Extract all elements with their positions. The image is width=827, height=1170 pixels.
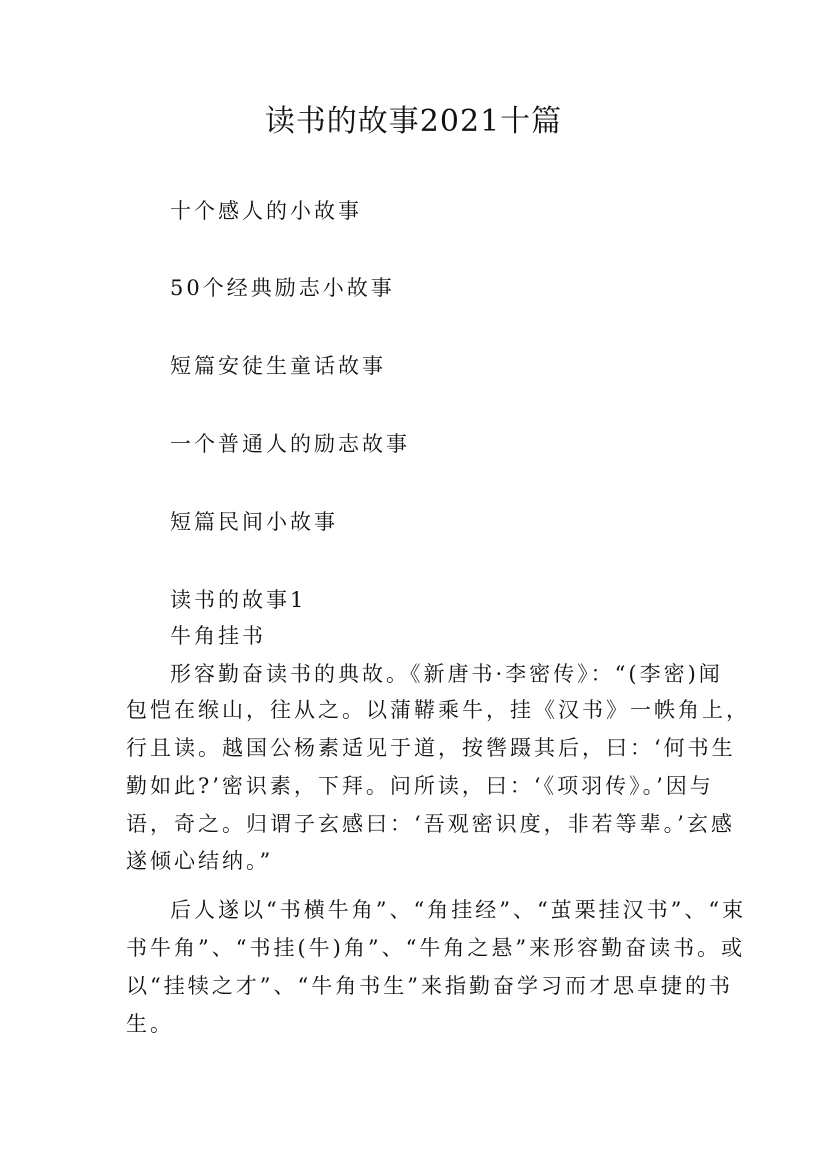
paragraph-line: 书牛角”、“书挂(牛)角”、“牛角之悬”来形容勤奋读书。或 — [126, 936, 746, 960]
paragraph-line: 以“挂犊之才”、“牛角书生”来指勤奋学习而才思卓捷的书 — [126, 974, 733, 998]
paragraph-line: 包恺在缑山，往从之。以蒲鞯乘牛，挂《汉书》一帙角上， — [126, 698, 750, 722]
paragraph-line: 行且读。越国公杨素适见于道，按辔蹑其后，曰：‘何书生 — [126, 736, 736, 760]
toc-item: 一个普通人的励志故事 — [170, 432, 410, 456]
toc-item: 50个经典励志小故事 — [170, 276, 395, 300]
paragraph-line: 生。 — [126, 1012, 174, 1036]
toc-item: 十个感人的小故事 — [170, 199, 362, 223]
toc-item: 短篇民间小故事 — [170, 510, 338, 534]
paragraph-line: 形容勤奋读书的典故。《新唐书·李密传》：“(李密)闻 — [170, 662, 723, 686]
paragraph-line: 遂倾心结纳。” — [126, 849, 274, 873]
paragraph-line: 语，奇之。归谓子玄感曰：‘吾观密识度，非若等辈。’玄感 — [126, 812, 735, 836]
paragraph-line: 勤如此?’密识素，下拜。问所读，曰：‘《项羽传》。’因与 — [126, 774, 714, 798]
paragraph-line: 后人遂以“书横牛角”、“角挂经”、“茧栗挂汉书”、“束 — [170, 898, 747, 922]
document-title: 读书的故事2021十篇 — [264, 104, 563, 139]
story-title: 牛角挂书 — [170, 624, 266, 648]
section-heading: 读书的故事1 — [170, 588, 307, 612]
toc-item: 短篇安徒生童话故事 — [170, 354, 386, 378]
